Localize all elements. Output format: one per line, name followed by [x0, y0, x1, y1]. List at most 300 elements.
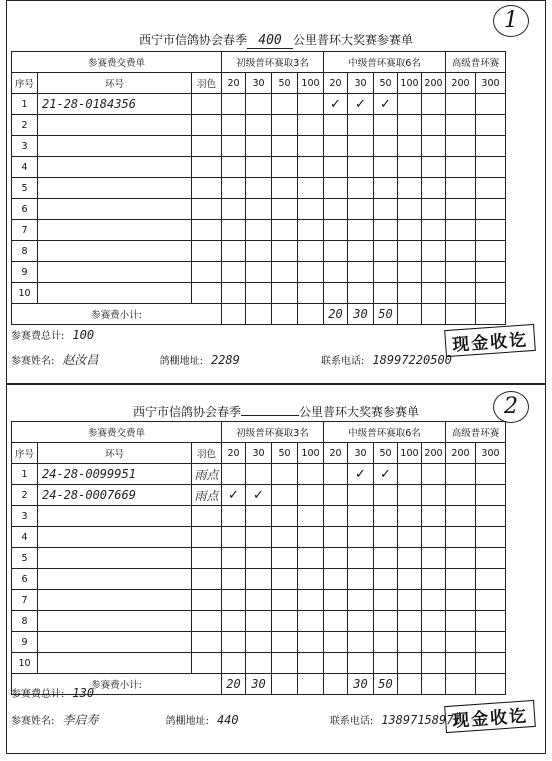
- entry-cell: [446, 506, 476, 527]
- entry-cell: [476, 548, 506, 569]
- ring-number-cell: [38, 548, 192, 569]
- subtotal-cell: [272, 674, 298, 695]
- table-row: [12, 632, 506, 653]
- entry-cell: [348, 464, 374, 485]
- entry-cell: [398, 653, 422, 674]
- entry-cell: [324, 157, 348, 178]
- fee-sheet-header: 参赛费交费单: [12, 52, 222, 73]
- entry-cell: [476, 199, 506, 220]
- row-number: 4: [12, 527, 38, 548]
- row-number: 7: [12, 590, 38, 611]
- ring-number-cell: [38, 262, 192, 283]
- entry-cell: [348, 590, 374, 611]
- entry-cell: [246, 178, 272, 199]
- entry-cell: [348, 115, 374, 136]
- check-mark-icon: ✓: [228, 487, 239, 503]
- table-row: [12, 157, 506, 178]
- phone-value: 13897158971: [381, 713, 461, 727]
- entry-cell: [298, 611, 324, 632]
- entry-cell: [476, 283, 506, 304]
- entry-cell: [272, 590, 298, 611]
- entry-cell: [222, 220, 246, 241]
- entry-cell: [324, 262, 348, 283]
- entry-cell: [348, 611, 374, 632]
- primary-col-header: 50: [272, 443, 298, 464]
- advanced-col-header: 200: [446, 73, 476, 94]
- color-cell: [192, 611, 222, 632]
- entry-cell: [222, 632, 246, 653]
- entry-cell: [324, 199, 348, 220]
- entry-cell: [298, 199, 324, 220]
- entry-cell: [446, 464, 476, 485]
- ring-number-cell: [38, 241, 192, 262]
- subtotal-cell: [348, 674, 374, 695]
- entry-cell: [348, 485, 374, 506]
- entry-cell: [222, 94, 246, 115]
- entry-cell: [476, 590, 506, 611]
- entry-cell: [348, 506, 374, 527]
- entry-cell: [446, 611, 476, 632]
- entry-cell: [422, 136, 446, 157]
- entry-cell: [222, 485, 246, 506]
- entry-cell: [348, 527, 374, 548]
- subtotal-cell: [374, 304, 398, 325]
- entry-cell: [476, 569, 506, 590]
- check-mark-icon: ✓: [355, 466, 366, 482]
- entry-cell: [298, 94, 324, 115]
- entry-cell: [446, 115, 476, 136]
- entry-cell: [398, 283, 422, 304]
- entry-cell: [422, 178, 446, 199]
- entry-cell: [374, 653, 398, 674]
- entry-cell: [446, 569, 476, 590]
- entry-cell: [446, 653, 476, 674]
- entry-cell: [348, 241, 374, 262]
- entry-cell: [298, 590, 324, 611]
- entry-cell: [422, 157, 446, 178]
- entry-cell: [272, 611, 298, 632]
- ring-number-cell: [38, 611, 192, 632]
- entry-cell: [422, 611, 446, 632]
- ring-number-cell: [38, 590, 192, 611]
- subtotal-cell: [246, 304, 272, 325]
- entry-cell: [222, 241, 246, 262]
- primary-header: 初级普环赛取3名: [222, 422, 324, 443]
- intermediate-col-header: 50: [374, 73, 398, 94]
- entry-cell: [246, 157, 272, 178]
- primary-col-header: 30: [246, 73, 272, 94]
- entry-cell: [476, 241, 506, 262]
- entry-cell: [246, 590, 272, 611]
- entry-cell: [446, 548, 476, 569]
- row-number: 5: [12, 548, 38, 569]
- entry-cell: [298, 548, 324, 569]
- entry-cell: [398, 632, 422, 653]
- entry-cell: [374, 485, 398, 506]
- sheet-number: 2: [493, 391, 529, 423]
- color-cell: [192, 283, 222, 304]
- entry-cell: [422, 506, 446, 527]
- entry-cell: [222, 590, 246, 611]
- color-cell: [192, 590, 222, 611]
- entry-cell: [374, 569, 398, 590]
- entry-cell: [374, 94, 398, 115]
- subtotal-cell: [476, 674, 506, 695]
- entry-cell: [374, 136, 398, 157]
- fee-sheet-header: 参赛费交费单: [12, 422, 222, 443]
- intermediate-col-header: 50: [374, 443, 398, 464]
- primary-col-header: 30: [246, 443, 272, 464]
- loft-value: 440: [216, 713, 239, 727]
- primary-col-header: 100: [298, 443, 324, 464]
- intermediate-header: 中级普环赛取6名: [324, 52, 446, 73]
- entry-cell: [348, 283, 374, 304]
- entry-cell: [246, 485, 272, 506]
- ring-number-cell: [38, 506, 192, 527]
- table-row: [12, 262, 506, 283]
- entry-cell: [272, 115, 298, 136]
- entry-cell: [324, 241, 348, 262]
- entry-cell: [446, 262, 476, 283]
- entry-cell: [446, 590, 476, 611]
- entry-cell: [272, 157, 298, 178]
- table-row: [12, 569, 506, 590]
- entry-cell: [222, 262, 246, 283]
- table-row: [12, 464, 506, 485]
- total-line: 参赛费总计: 100: [11, 328, 95, 342]
- entry-cell: [348, 569, 374, 590]
- subtotal-cell: [298, 674, 324, 695]
- row-number: 1: [12, 464, 38, 485]
- info-line: 参赛姓名: 赵汝昌 鸽棚地址: 2289 联系电话: 18997220500: [11, 353, 452, 367]
- entry-cell: [324, 178, 348, 199]
- entry-cell: [446, 241, 476, 262]
- entry-cell: [272, 485, 298, 506]
- subtotal-cell: [272, 304, 298, 325]
- entry-cell: [476, 611, 506, 632]
- header-row: [12, 422, 506, 443]
- entry-cell: [374, 527, 398, 548]
- advanced-header: 高级普环赛: [446, 422, 506, 443]
- entry-cell: [374, 464, 398, 485]
- entry-cell: [446, 178, 476, 199]
- subtotal-value: 30: [353, 677, 368, 691]
- color-cell: [192, 157, 222, 178]
- entry-cell: [298, 527, 324, 548]
- check-mark-icon: ✓: [380, 466, 391, 482]
- entry-cell: [222, 653, 246, 674]
- advanced-col-header: 300: [476, 443, 506, 464]
- color-cell: [192, 632, 222, 653]
- subtotal-cell: [398, 304, 422, 325]
- color-cell: [192, 485, 222, 506]
- subtotal-cell: [476, 304, 506, 325]
- entry-cell: [298, 632, 324, 653]
- entry-cell: [246, 199, 272, 220]
- entry-cell: [324, 569, 348, 590]
- entry-cell: [272, 199, 298, 220]
- subtotal-cell: [446, 674, 476, 695]
- color-cell: [192, 653, 222, 674]
- subtotal-label: 参赛费小计:: [12, 674, 222, 695]
- entry-cell: [374, 241, 398, 262]
- table-row: [12, 136, 506, 157]
- entry-cell: [422, 548, 446, 569]
- ring-number-cell: [38, 220, 192, 241]
- entry-cell: [272, 527, 298, 548]
- check-mark-icon: ✓: [253, 487, 264, 503]
- row-number: 1: [12, 94, 38, 115]
- entry-cell: [298, 506, 324, 527]
- intermediate-col-header: 30: [348, 73, 374, 94]
- entry-cell: [476, 136, 506, 157]
- ring-number-cell: [38, 115, 192, 136]
- subtotal-cell: [348, 304, 374, 325]
- form-title: 西宁市信鸽协会春季 公里普环大奖赛参赛单: [132, 405, 420, 419]
- entry-cell: [324, 506, 348, 527]
- total-line: 参赛费总计: 130: [11, 686, 95, 700]
- entry-cell: [222, 611, 246, 632]
- intermediate-col-header: 100: [398, 443, 422, 464]
- entry-cell: [422, 527, 446, 548]
- color-cell: [192, 241, 222, 262]
- entry-cell: [324, 94, 348, 115]
- row-number: 4: [12, 157, 38, 178]
- entry-cell: [476, 527, 506, 548]
- entry-cell: [222, 115, 246, 136]
- table-row: [12, 220, 506, 241]
- entry-cell: [446, 485, 476, 506]
- entry-cell: [446, 157, 476, 178]
- color-cell: [192, 220, 222, 241]
- entry-cell: [324, 632, 348, 653]
- entry-cell: [246, 115, 272, 136]
- entry-cell: [246, 527, 272, 548]
- ring-number: 21-28-0184356: [42, 97, 136, 111]
- entry-cell: [222, 548, 246, 569]
- entry-cell: [476, 632, 506, 653]
- entry-cell: [398, 611, 422, 632]
- entry-cell: [324, 464, 348, 485]
- entry-cell: [222, 199, 246, 220]
- ring-number-cell: [38, 653, 192, 674]
- entry-cell: [272, 136, 298, 157]
- primary-col-header: 20: [222, 443, 246, 464]
- entry-cell: [476, 94, 506, 115]
- entry-cell: [422, 262, 446, 283]
- entry-cell: [446, 527, 476, 548]
- entry-cell: [272, 632, 298, 653]
- ring-number-cell: [38, 569, 192, 590]
- entry-cell: [422, 653, 446, 674]
- entry-cell: [298, 485, 324, 506]
- entry-cell: [398, 115, 422, 136]
- color-cell: [192, 136, 222, 157]
- entry-cell: [246, 220, 272, 241]
- table-row: [12, 94, 506, 115]
- ring-number: 24-28-0007669: [42, 488, 136, 502]
- table-row: [12, 548, 506, 569]
- subtotal-row: [12, 304, 506, 325]
- entry-cell: [422, 632, 446, 653]
- entry-cell: [246, 464, 272, 485]
- ring-number-cell: [38, 283, 192, 304]
- primary-col-header: 50: [272, 73, 298, 94]
- intermediate-col-header: 20: [324, 443, 348, 464]
- table-row: [12, 241, 506, 262]
- entry-cell: [246, 283, 272, 304]
- entry-cell: [374, 548, 398, 569]
- color-cell: [192, 94, 222, 115]
- entry-cell: [348, 94, 374, 115]
- color-cell: [192, 178, 222, 199]
- row-number: 5: [12, 178, 38, 199]
- subtotal-value: 50: [378, 677, 393, 691]
- ring-number: 24-28-0099951: [42, 467, 136, 481]
- entry-cell: [272, 220, 298, 241]
- color-value: 雨点: [194, 488, 219, 503]
- phone-value: 18997220500: [372, 353, 452, 367]
- entry-cell: [298, 283, 324, 304]
- intermediate-col-header: 20: [324, 73, 348, 94]
- subtotal-cell: [374, 674, 398, 695]
- advanced-header: 高级普环赛: [446, 52, 506, 73]
- entry-cell: [374, 506, 398, 527]
- entry-cell: [222, 178, 246, 199]
- entry-cell: [324, 220, 348, 241]
- advanced-col-header: 300: [476, 73, 506, 94]
- entry-cell: [246, 136, 272, 157]
- entry-cell: [246, 632, 272, 653]
- entry-cell: [222, 569, 246, 590]
- subtotal-cell: [422, 674, 446, 695]
- entry-cell: [398, 220, 422, 241]
- subtotal-cell: [422, 304, 446, 325]
- entry-cell: [324, 485, 348, 506]
- total-value: 130: [72, 686, 95, 700]
- entry-cell: [246, 94, 272, 115]
- entry-table: [11, 421, 506, 695]
- table-row: [12, 485, 506, 506]
- sheet-number: 1: [493, 5, 529, 37]
- ring-number-cell: [38, 527, 192, 548]
- check-mark-icon: ✓: [355, 96, 366, 112]
- color-cell: [192, 569, 222, 590]
- entry-cell: [446, 220, 476, 241]
- entry-cell: [272, 653, 298, 674]
- check-mark-icon: ✓: [380, 96, 391, 112]
- entry-cell: [374, 220, 398, 241]
- entry-cell: [272, 241, 298, 262]
- subtotal-cell: [246, 674, 272, 695]
- entry-cell: [422, 115, 446, 136]
- color-cell: [192, 527, 222, 548]
- entry-cell: [348, 199, 374, 220]
- subtotal-cell: [446, 304, 476, 325]
- entry-cell: [374, 115, 398, 136]
- loft-value: 2289: [210, 353, 240, 367]
- entry-cell: [476, 464, 506, 485]
- entry-cell: [272, 464, 298, 485]
- table-row: [12, 283, 506, 304]
- entry-cell: [222, 157, 246, 178]
- table-row: [12, 590, 506, 611]
- entry-cell: [272, 262, 298, 283]
- intermediate-col-header: 100: [398, 73, 422, 94]
- entry-cell: [446, 199, 476, 220]
- cash-received-stamp: 现金收讫: [444, 700, 536, 733]
- entry-cell: [398, 485, 422, 506]
- row-number: 9: [12, 262, 38, 283]
- row-number: 8: [12, 611, 38, 632]
- entry-cell: [298, 220, 324, 241]
- subtotal-cell: [398, 674, 422, 695]
- subtotal-cell: [324, 304, 348, 325]
- entry-cell: [398, 548, 422, 569]
- entry-cell: [348, 653, 374, 674]
- entry-cell: [374, 283, 398, 304]
- entry-cell: [446, 632, 476, 653]
- table-row: [12, 115, 506, 136]
- entry-cell: [324, 611, 348, 632]
- color-cell: [192, 548, 222, 569]
- ring-header: 环号: [38, 73, 192, 94]
- entry-cell: [446, 94, 476, 115]
- row-number: 6: [12, 569, 38, 590]
- entry-cell: [222, 283, 246, 304]
- entry-cell: [398, 527, 422, 548]
- row-number: 10: [12, 653, 38, 674]
- row-number: 10: [12, 283, 38, 304]
- entry-cell: [272, 569, 298, 590]
- color-cell: [192, 115, 222, 136]
- color-cell: [192, 199, 222, 220]
- row-number: 3: [12, 506, 38, 527]
- entry-cell: [348, 136, 374, 157]
- entry-cell: [298, 115, 324, 136]
- entry-cell: [298, 136, 324, 157]
- form-title: 西宁市信鸽协会春季 400 公里普环大奖赛参赛单: [138, 33, 414, 48]
- entry-cell: [324, 115, 348, 136]
- table-row: [12, 611, 506, 632]
- table-row: [12, 527, 506, 548]
- primary-col-header: 20: [222, 73, 246, 94]
- ring-number-cell: [38, 178, 192, 199]
- row-number: 3: [12, 136, 38, 157]
- entry-cell: [422, 485, 446, 506]
- entry-table: [11, 51, 506, 325]
- entry-cell: [374, 632, 398, 653]
- entry-cell: [398, 506, 422, 527]
- entry-cell: [398, 136, 422, 157]
- entry-cell: [272, 506, 298, 527]
- color-cell: [192, 464, 222, 485]
- entry-cell: [374, 590, 398, 611]
- table-row: [12, 653, 506, 674]
- intermediate-col-header: 200: [422, 443, 446, 464]
- ring-number-cell: [38, 94, 192, 115]
- entry-cell: [398, 178, 422, 199]
- entry-form-1: [6, 0, 546, 384]
- color-header: 羽色: [192, 73, 222, 94]
- entry-cell: [374, 199, 398, 220]
- entry-cell: [476, 506, 506, 527]
- entry-cell: [324, 283, 348, 304]
- entry-cell: [272, 283, 298, 304]
- entry-cell: [422, 199, 446, 220]
- entry-cell: [398, 590, 422, 611]
- entry-cell: [298, 241, 324, 262]
